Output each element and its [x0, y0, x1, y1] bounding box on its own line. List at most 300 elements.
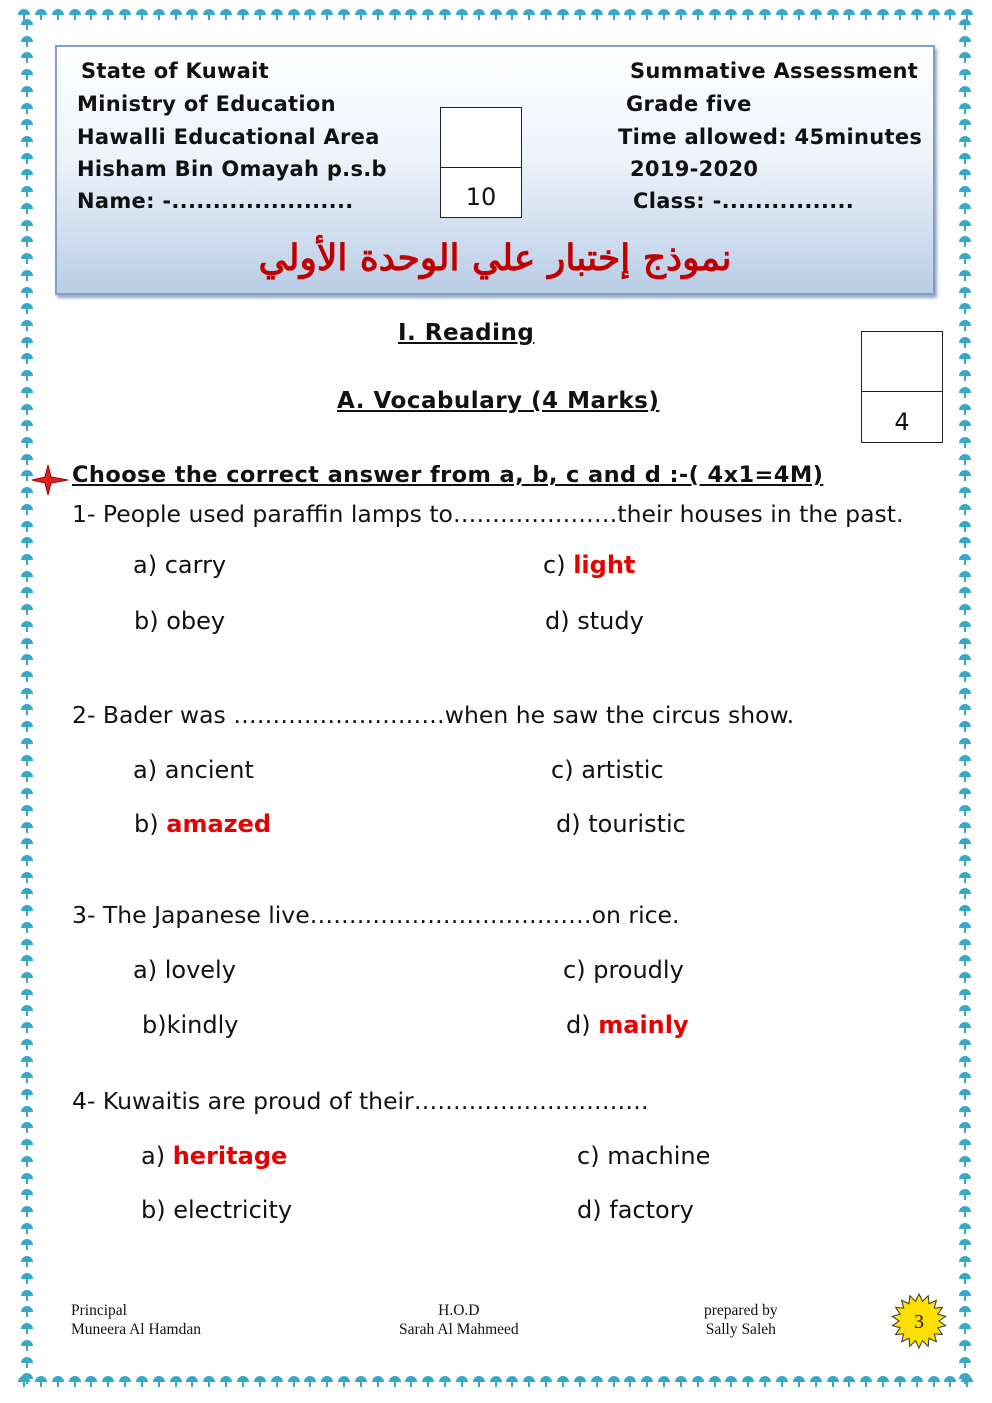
umbrella-icon	[959, 219, 971, 231]
umbrella-icon	[21, 887, 33, 899]
q3-option-c[interactable]	[563, 956, 684, 984]
umbrella-icon	[21, 336, 33, 348]
umbrella-icon	[959, 51, 971, 63]
umbrella-icon	[21, 821, 33, 833]
umbrella-icon	[21, 386, 33, 398]
option-letter: d)	[545, 607, 570, 635]
footer-principal	[71, 1301, 201, 1339]
umbrella-icon	[21, 1356, 33, 1368]
umbrella-icon	[641, 1375, 653, 1387]
umbrella-icon	[170, 1375, 182, 1387]
option-letter: d)	[556, 810, 581, 838]
umbrella-icon	[959, 453, 971, 465]
principal-name: Muneera Al Hamdan	[71, 1321, 201, 1338]
umbrella-icon	[641, 8, 653, 20]
umbrella-icon	[52, 1375, 64, 1387]
umbrella-icon	[959, 570, 971, 582]
umbrella-icon	[959, 520, 971, 532]
umbrella-icon	[102, 1375, 114, 1387]
option-letter: c)	[577, 1142, 600, 1170]
umbrella-icon	[21, 854, 33, 866]
starburst-icon	[891, 1293, 947, 1349]
umbrella-icon	[624, 1375, 636, 1387]
umbrella-icon	[959, 670, 971, 682]
umbrella-icon	[21, 51, 33, 63]
umbrella-icon	[911, 1375, 923, 1387]
umbrella-icon	[709, 1375, 721, 1387]
umbrella-icon	[405, 8, 417, 20]
umbrella-icon	[959, 1021, 971, 1033]
section-title: I. Reading	[398, 320, 535, 346]
umbrella-icon	[959, 352, 971, 364]
q2-option-b[interactable]	[134, 810, 271, 838]
umbrella-icon	[21, 570, 33, 582]
umbrella-icon	[21, 1055, 33, 1067]
umbrella-icon	[21, 1238, 33, 1250]
question-2: 2- Bader was ………………………when he saw the circus show.	[72, 701, 795, 729]
umbrella-icon	[21, 1088, 33, 1100]
umbrella-icon	[692, 1375, 704, 1387]
umbrella-icon	[21, 520, 33, 532]
umbrella-icon	[21, 436, 33, 448]
umbrella-icon	[21, 720, 33, 732]
option-word: factory	[609, 1196, 694, 1224]
prepared-title: prepared by	[704, 1302, 778, 1319]
umbrella-icon	[153, 8, 165, 20]
umbrella-icon	[21, 419, 33, 431]
umbrella-icon	[959, 1305, 971, 1317]
option-letter: b)	[141, 1196, 166, 1224]
umbrella-icon	[776, 8, 788, 20]
q4-option-a[interactable]	[141, 1142, 287, 1170]
page-border-right	[958, 18, 972, 1385]
umbrella-icon	[186, 1375, 198, 1387]
page-border-bottom	[18, 1375, 974, 1389]
umbrella-icon	[959, 168, 971, 180]
q3-option-d[interactable]	[566, 1011, 689, 1039]
umbrella-icon	[959, 1172, 971, 1184]
umbrella-icon	[21, 703, 33, 715]
umbrella-icon	[843, 8, 855, 20]
umbrella-icon	[21, 536, 33, 548]
umbrella-icon	[959, 252, 971, 264]
umbrella-icon	[35, 8, 47, 20]
umbrella-icon	[959, 1205, 971, 1217]
umbrella-icon	[959, 904, 971, 916]
header-area: Hawalli Educational Area	[77, 125, 380, 149]
umbrella-icon	[959, 1289, 971, 1301]
umbrella-icon	[959, 821, 971, 833]
umbrella-icon	[557, 8, 569, 20]
umbrella-icon	[959, 1322, 971, 1334]
umbrella-icon	[959, 269, 971, 281]
umbrella-icon	[959, 185, 971, 197]
umbrella-icon	[959, 586, 971, 598]
umbrella-icon	[21, 837, 33, 849]
header-school: Hisham Bin Omayah p.s.b	[77, 157, 387, 181]
q1-option-c[interactable]	[543, 551, 635, 579]
umbrella-icon	[21, 302, 33, 314]
umbrella-icon	[21, 871, 33, 883]
umbrella-icon	[136, 8, 148, 20]
umbrella-icon	[21, 102, 33, 114]
umbrella-icon	[959, 804, 971, 816]
q2-option-c[interactable]	[551, 756, 664, 784]
umbrella-icon	[959, 871, 971, 883]
total-score: 10	[465, 183, 497, 211]
umbrella-icon	[675, 1375, 687, 1387]
option-letter: c)	[543, 551, 566, 579]
umbrella-icon	[69, 1375, 81, 1387]
umbrella-icon	[759, 1375, 771, 1387]
umbrella-icon	[959, 1155, 971, 1167]
option-letter: c)	[551, 756, 574, 784]
umbrella-icon	[102, 8, 114, 20]
umbrella-icon	[21, 503, 33, 515]
umbrella-icon	[959, 419, 971, 431]
umbrella-icon	[52, 8, 64, 20]
umbrella-icon	[959, 553, 971, 565]
footer-hod	[399, 1301, 519, 1339]
umbrella-icon	[21, 35, 33, 47]
umbrella-icon	[21, 904, 33, 916]
umbrella-icon	[810, 1375, 822, 1387]
umbrella-icon	[959, 1004, 971, 1016]
umbrella-icon	[439, 1375, 451, 1387]
umbrella-icon	[21, 1272, 33, 1284]
page-number: 3	[914, 1311, 924, 1333]
prepared-name: Sally Saleh	[705, 1321, 776, 1338]
header-assessment: Summative Assessment	[630, 59, 919, 83]
umbrella-icon	[759, 8, 771, 20]
umbrella-icon	[21, 637, 33, 649]
umbrella-icon	[21, 737, 33, 749]
umbrella-icon	[675, 8, 687, 20]
umbrella-icon	[959, 754, 971, 766]
umbrella-icon	[959, 403, 971, 415]
umbrella-icon	[692, 8, 704, 20]
umbrella-icon	[21, 954, 33, 966]
umbrella-icon	[959, 1372, 971, 1384]
umbrella-icon	[203, 8, 215, 20]
correct-answer: light	[573, 551, 636, 579]
option-letter: b)	[134, 607, 159, 635]
umbrella-icon	[271, 1375, 283, 1387]
umbrella-icon	[959, 486, 971, 498]
umbrella-icon	[21, 185, 33, 197]
umbrella-icon	[304, 8, 316, 20]
umbrella-icon	[608, 8, 620, 20]
umbrella-icon	[321, 8, 333, 20]
umbrella-icon	[85, 8, 97, 20]
correct-answer: mainly	[598, 1011, 689, 1039]
umbrella-icon	[21, 1322, 33, 1334]
q2-option-d[interactable]	[556, 810, 686, 838]
option-word: electricity	[173, 1196, 293, 1224]
umbrella-icon	[959, 703, 971, 715]
umbrella-icon	[959, 152, 971, 164]
umbrella-icon	[21, 369, 33, 381]
umbrella-icon	[355, 1375, 367, 1387]
umbrella-icon	[21, 653, 33, 665]
umbrella-icon	[254, 1375, 266, 1387]
arabic-title: نموذج إختبار علي الوحدة الأولي	[258, 237, 732, 279]
umbrella-icon	[21, 252, 33, 264]
umbrella-icon	[389, 8, 401, 20]
umbrella-icon	[21, 1372, 33, 1384]
q3-option-a[interactable]	[133, 956, 236, 984]
umbrella-icon	[21, 1172, 33, 1184]
umbrella-icon	[959, 1055, 971, 1067]
umbrella-icon	[405, 1375, 417, 1387]
umbrella-icon	[959, 235, 971, 247]
q2-option-a[interactable]	[133, 756, 254, 784]
umbrella-icon	[21, 687, 33, 699]
umbrella-icon	[540, 1375, 552, 1387]
umbrella-icon	[793, 8, 805, 20]
umbrella-icon	[959, 720, 971, 732]
header-ministry: Ministry of Education	[77, 92, 336, 116]
umbrella-icon	[119, 8, 131, 20]
umbrella-icon	[220, 1375, 232, 1387]
umbrella-icon	[959, 135, 971, 147]
umbrella-icon	[21, 938, 33, 950]
umbrella-icon	[877, 1375, 889, 1387]
umbrella-icon	[911, 8, 923, 20]
umbrella-icon	[21, 921, 33, 933]
umbrella-icon	[959, 737, 971, 749]
umbrella-icon	[237, 8, 249, 20]
q4-option-c[interactable]	[577, 1142, 710, 1170]
umbrella-icon	[725, 1375, 737, 1387]
question-1: 1- People used paraffin lamps to…………………their houses in the past.	[72, 500, 904, 528]
umbrella-icon	[153, 1375, 165, 1387]
footer-prepared	[704, 1301, 778, 1339]
umbrella-icon	[490, 8, 502, 20]
question-4: 4- Kuwaitis are proud of their…………………………	[72, 1087, 649, 1115]
umbrella-icon	[959, 653, 971, 665]
option-word: study	[577, 607, 644, 635]
q1-option-a[interactable]	[133, 551, 226, 579]
umbrella-icon	[21, 286, 33, 298]
umbrella-icon	[959, 1138, 971, 1150]
option-letter: a)	[141, 1142, 166, 1170]
hod-name: Sarah Al Mahmeed	[399, 1321, 519, 1338]
umbrella-icon	[959, 1339, 971, 1351]
umbrella-icon	[220, 8, 232, 20]
umbrella-icon	[928, 1375, 940, 1387]
umbrella-icon	[776, 1375, 788, 1387]
umbrella-icon	[21, 1021, 33, 1033]
umbrella-icon	[271, 8, 283, 20]
q1-option-d[interactable]	[545, 607, 644, 635]
umbrella-icon	[959, 921, 971, 933]
umbrella-icon	[439, 8, 451, 20]
q4-option-b[interactable]	[141, 1196, 292, 1224]
q4-option-d[interactable]	[577, 1196, 694, 1224]
umbrella-icon	[21, 1205, 33, 1217]
option-word: touristic	[588, 810, 686, 838]
umbrella-icon	[725, 8, 737, 20]
umbrella-icon	[591, 1375, 603, 1387]
umbrella-icon	[304, 1375, 316, 1387]
umbrella-icon	[540, 8, 552, 20]
umbrella-icon	[21, 971, 33, 983]
umbrella-icon	[21, 1138, 33, 1150]
four-point-star-icon	[30, 463, 70, 497]
umbrella-icon	[959, 1105, 971, 1117]
umbrella-icon	[608, 1375, 620, 1387]
umbrella-icon	[21, 1155, 33, 1167]
umbrella-icon	[21, 352, 33, 364]
umbrella-icon	[288, 1375, 300, 1387]
umbrella-icon	[21, 135, 33, 147]
correct-answer: heritage	[172, 1142, 288, 1170]
umbrella-icon	[959, 1188, 971, 1200]
header-time: Time allowed: 45minutes	[618, 125, 923, 149]
umbrella-icon	[742, 1375, 754, 1387]
umbrella-icon	[928, 8, 940, 20]
umbrella-icon	[473, 1375, 485, 1387]
umbrella-icon	[574, 1375, 586, 1387]
option-letter: a)	[133, 756, 158, 784]
umbrella-icon	[591, 8, 603, 20]
umbrella-icon	[959, 302, 971, 314]
umbrella-icon	[203, 1375, 215, 1387]
umbrella-icon	[860, 8, 872, 20]
umbrella-icon	[959, 102, 971, 114]
umbrella-icon	[827, 1375, 839, 1387]
umbrella-icon	[959, 687, 971, 699]
umbrella-icon	[21, 1222, 33, 1234]
umbrella-icon	[372, 1375, 384, 1387]
umbrella-icon	[894, 1375, 906, 1387]
umbrella-icon	[21, 403, 33, 415]
umbrella-icon	[456, 8, 468, 20]
umbrella-icon	[959, 603, 971, 615]
umbrella-icon	[959, 436, 971, 448]
umbrella-icon	[574, 8, 586, 20]
umbrella-icon	[843, 1375, 855, 1387]
umbrella-icon	[119, 1375, 131, 1387]
umbrella-icon	[21, 1038, 33, 1050]
header-year: 2019-2020	[630, 157, 759, 181]
umbrella-icon	[959, 35, 971, 47]
umbrella-icon	[422, 8, 434, 20]
umbrella-icon	[959, 1038, 971, 1050]
umbrella-icon	[21, 202, 33, 214]
principal-title: Principal	[71, 1302, 127, 1319]
section-score-box	[861, 331, 943, 443]
umbrella-icon	[21, 1289, 33, 1301]
section-score: 4	[894, 408, 910, 436]
umbrella-icon	[959, 1222, 971, 1234]
umbrella-icon	[21, 1121, 33, 1133]
umbrella-icon	[959, 1255, 971, 1267]
umbrella-icon	[959, 336, 971, 348]
umbrella-icon	[959, 887, 971, 899]
umbrella-icon	[959, 938, 971, 950]
umbrella-icon	[372, 8, 384, 20]
option-word: artistic	[581, 756, 664, 784]
umbrella-icon	[959, 1071, 971, 1083]
option-letter: a)	[133, 956, 158, 984]
umbrella-icon	[21, 988, 33, 1000]
umbrella-icon	[959, 954, 971, 966]
page-border-top	[18, 8, 974, 22]
umbrella-icon	[21, 118, 33, 130]
umbrella-icon	[69, 8, 81, 20]
umbrella-icon	[944, 8, 956, 20]
umbrella-icon	[21, 620, 33, 632]
correct-answer: amazed	[166, 810, 272, 838]
umbrella-icon	[21, 1255, 33, 1267]
umbrella-icon	[21, 787, 33, 799]
umbrella-icon	[21, 1305, 33, 1317]
umbrella-icon	[21, 603, 33, 615]
umbrella-icon	[523, 8, 535, 20]
umbrella-icon	[827, 8, 839, 20]
umbrella-icon	[557, 1375, 569, 1387]
umbrella-icon	[85, 1375, 97, 1387]
umbrella-icon	[742, 8, 754, 20]
header-name-field[interactable]: Name: -......................	[77, 189, 354, 213]
umbrella-icon	[959, 1272, 971, 1284]
header-grade: Grade five	[626, 92, 752, 116]
umbrella-icon	[658, 1375, 670, 1387]
option-word: obey	[166, 607, 226, 635]
option-letter: a)	[133, 551, 158, 579]
umbrella-icon	[389, 1375, 401, 1387]
umbrella-icon	[288, 8, 300, 20]
umbrella-icon	[21, 1105, 33, 1117]
umbrella-icon	[959, 620, 971, 632]
umbrella-icon	[254, 8, 266, 20]
umbrella-icon	[321, 1375, 333, 1387]
umbrella-icon	[338, 1375, 350, 1387]
umbrella-icon	[186, 8, 198, 20]
hod-title: H.O.D	[438, 1302, 480, 1319]
umbrella-icon	[170, 8, 182, 20]
umbrella-icon	[959, 1356, 971, 1368]
umbrella-icon	[959, 118, 971, 130]
umbrella-icon	[21, 319, 33, 331]
umbrella-icon	[237, 1375, 249, 1387]
option-word: lovely	[164, 956, 236, 984]
umbrella-icon	[959, 386, 971, 398]
umbrella-icon	[21, 770, 33, 782]
umbrella-icon	[21, 219, 33, 231]
option-word: machine	[607, 1142, 711, 1170]
umbrella-icon	[21, 85, 33, 97]
umbrella-icon	[338, 8, 350, 20]
umbrella-icon	[959, 770, 971, 782]
umbrella-icon	[959, 503, 971, 515]
total-score-box	[440, 107, 522, 218]
instruction: Choose the correct answer from a, b, c and d :-( 4x1=4M)	[72, 462, 824, 488]
header-class-field[interactable]: Class: -................	[633, 189, 855, 213]
umbrella-icon	[21, 804, 33, 816]
umbrella-icon	[709, 8, 721, 20]
q1-option-b[interactable]	[134, 607, 225, 635]
umbrella-icon	[959, 536, 971, 548]
umbrella-icon	[810, 8, 822, 20]
q3-option-b[interactable]	[142, 1011, 239, 1039]
umbrella-icon	[959, 85, 971, 97]
umbrella-icon	[959, 1121, 971, 1133]
umbrella-icon	[136, 1375, 148, 1387]
umbrella-icon	[959, 319, 971, 331]
